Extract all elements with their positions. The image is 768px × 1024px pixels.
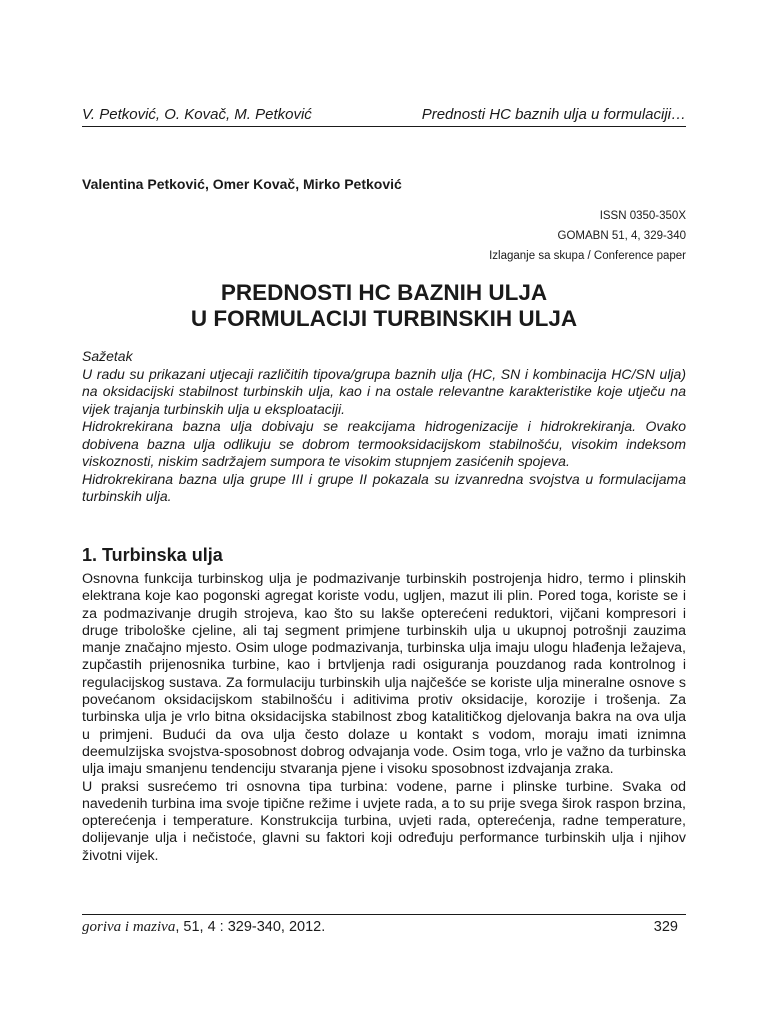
publication-meta bbox=[489, 206, 686, 266]
coden: GOMABN 51, 4, 329-340 bbox=[557, 230, 686, 242]
page-footer bbox=[82, 919, 678, 936]
footer-divider bbox=[82, 914, 686, 915]
citation-details: , 51, 4 : 329-340, 2012. bbox=[175, 919, 326, 935]
running-header-title: Prednosti HC baznih ulja u formulaciji… bbox=[421, 106, 686, 123]
abstract-paragraph: Hidrokrekirana bazna ulja dobivaju se reakcijama hidrogenizacije i hidrokrekiranja. Ovako dobivena bazna ulja odlikuju se dobrom termooksidacijskom stabilnošću, visokim indeksom viskoznosti, niskim sadržajem sumpora te visokim stupnjem zasićenih spojeva. bbox=[82, 418, 686, 469]
abstract bbox=[82, 348, 686, 506]
running-header-authors: V. Petković, O. Kovač, M. Petković bbox=[82, 106, 312, 123]
paper-type: Izlaganje sa skupa / Conference paper bbox=[489, 250, 686, 262]
body-paragraph: U praksi susrećemo tri osnovna tipa turbina: vodene, parne i plinske turbine. Svaka od navedenih turbina ima svoje tipične režime i uvjete rada, a to su prije svega širok raspon brzina, opterećenja i temperature. Konstrukcija turbina, uvjeti rada, opterećenja, radne temperature, dolijevanje ulja i nečistoće, glavni su faktori koji određuju performance turbinskih ulja i njihov životni vijek. bbox=[82, 778, 686, 864]
paper-title bbox=[82, 280, 686, 332]
title-line-2: U FORMULACIJI TURBINSKIH ULJA bbox=[190, 306, 578, 331]
section-body bbox=[82, 571, 686, 865]
journal-citation bbox=[82, 919, 325, 936]
title-line-1: PREDNOSTI HC BAZNIH ULJA bbox=[220, 280, 548, 305]
author-list: Valentina Petković, Omer Kovač, Mirko Petković bbox=[82, 176, 402, 192]
section-heading: 1. Turbinska ulja bbox=[82, 545, 223, 565]
abstract-heading: Sažetak bbox=[82, 348, 133, 364]
body-paragraph: Osnovna funkcija turbinskog ulja je podmazivanje turbinskih postrojenja hidro, termo i plinskih elektrana koje kao pogonski agregat koriste vodu, ugljen, mazut ili plin. Pored toga, koriste se i za podmazivanje drugih strojeva, kao što su lakše opterećeni reduktori, vijčani kompresori i druge tribološke cjeline, ali taj segment primjene turbinskih ulja u ukupnoj potrošnji zauzima manje značajno mjesto. Osim uloge podmazivanja, turbinska ulja imaju ulogu hlađenja ležajeva, zupčastih prijenosnika turbine, kao i brtvljenja radi osiguranja pouzdanog rada kontrolnog i regulacijskog sustava. Za formulaciju turbinskih ulja najčešće se koriste ulja mineralne osnove s povećanom oksidacijskom stabilnošću i aditivima protiv oksidacije, korozije i trošenja. Za turbinska ulja je vrlo bitna oksidacijska stabilnost zbog katalitičkog djelovanja bakra na ova ulja u primjeni. Budući da ova ulja često dolaze u kontakt s vodom, moraju imati iznimna deemulzijska svojstva-sposobnost dobrog odvajanja vode. Osim toga, vrlo je važno da turbinska ulja imaju smanjenu tendenciju stvaranja pjene i visoku sposobnost izdvajanja zraka. bbox=[82, 571, 686, 778]
abstract-paragraph: U radu su prikazani utjecaji različitih tipova/grupa baznih ulja (HC, SN i kombinacija HC/SN ulja) na oksidacijski stabilnost turbinskih ulja, kao i na ostale relevantne karakteristike koje utječu na vijek trajanja turbinskih ulja u eksploataciji. bbox=[82, 365, 686, 417]
page-number: 329 bbox=[653, 919, 678, 935]
issn: ISSN 0350-350X bbox=[599, 210, 686, 222]
journal-name: goriva i maziva bbox=[82, 919, 176, 935]
abstract-paragraph: Hidrokrekirana bazna ulja grupe III i grupe II pokazala su izvanredna svojstva u formulacijama turbinskih ulja. bbox=[82, 470, 686, 504]
running-header bbox=[82, 106, 686, 127]
